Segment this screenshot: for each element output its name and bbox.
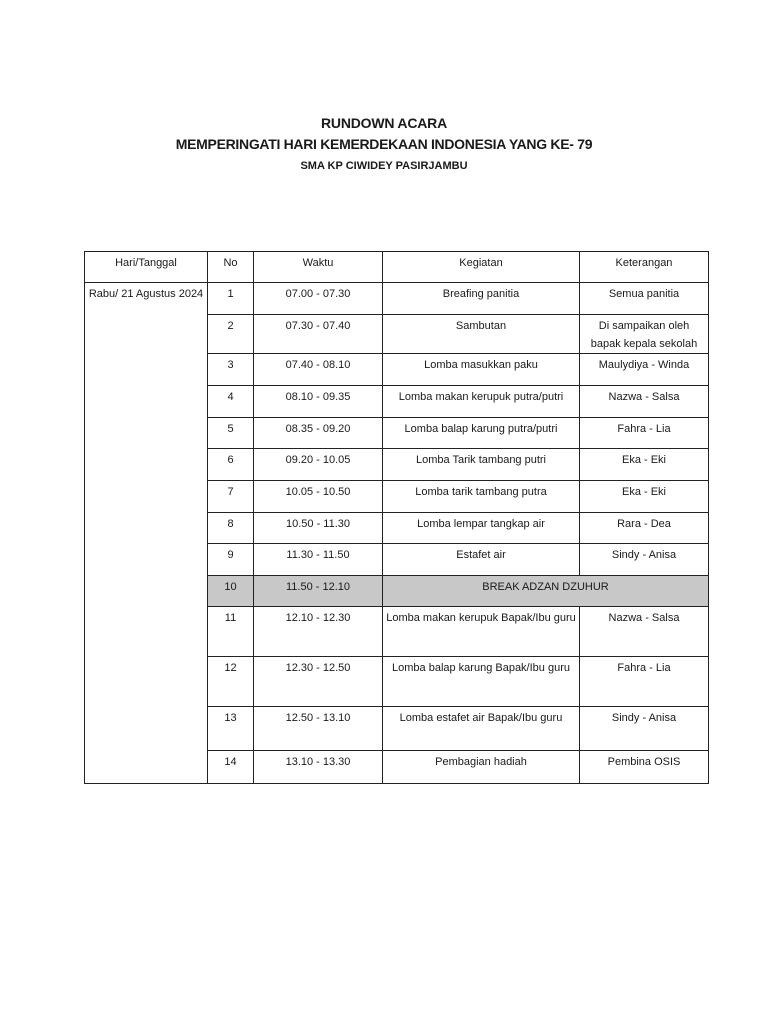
row-kegiatan: Lomba Tarik tambang putri	[383, 449, 580, 481]
row-kegiatan: Lomba makan kerupuk putra/putri	[383, 386, 580, 418]
row-no: 9	[208, 544, 254, 576]
row-keterangan: Nazwa - Salsa	[580, 607, 709, 657]
row-waktu: 07.00 - 07.30	[254, 283, 383, 315]
row-no: 3	[208, 354, 254, 386]
row-no: 2	[208, 315, 254, 354]
row-waktu: 10.50 - 11.30	[254, 513, 383, 544]
row-no: 6	[208, 449, 254, 481]
row-no: 7	[208, 481, 254, 513]
row-waktu: 07.30 - 07.40	[254, 315, 383, 354]
row-kegiatan: Lomba masukkan paku	[383, 354, 580, 386]
row-keterangan: Eka - Eki	[580, 449, 709, 481]
row-waktu: 07.40 - 08.10	[254, 354, 383, 386]
row-keterangan: Maulydiya - Winda	[580, 354, 709, 386]
rundown-table	[84, 251, 709, 784]
row-no: 12	[208, 657, 254, 707]
column-header-keterangan: Keterangan	[580, 252, 709, 283]
row-keterangan: Eka - Eki	[580, 481, 709, 513]
row-kegiatan: Lomba tarik tambang putra	[383, 481, 580, 513]
row-kegiatan: Lomba balap karung putra/putri	[383, 418, 580, 449]
row-no: 13	[208, 707, 254, 751]
column-header-kegiatan: Kegiatan	[383, 252, 580, 283]
row-kegiatan: Pembagian hadiah	[383, 751, 580, 784]
row-keterangan: Semua panitia	[580, 283, 709, 315]
day-date-cell: Rabu/ 21 Agustus 2024	[85, 283, 208, 784]
row-keterangan: Sindy - Anisa	[580, 544, 709, 576]
row-keterangan: Sindy - Anisa	[580, 707, 709, 751]
row-no: 8	[208, 513, 254, 544]
row-waktu: 11.30 - 11.50	[254, 544, 383, 576]
row-kegiatan: Estafet air	[383, 544, 580, 576]
row-waktu: 11.50 - 12.10	[254, 576, 383, 607]
row-waktu: 12.50 - 13.10	[254, 707, 383, 751]
row-keterangan: Nazwa - Salsa	[580, 386, 709, 418]
school-name: SMA KP CIWIDEY PASIRJAMBU	[300, 160, 468, 172]
row-kegiatan: Lomba lempar tangkap air	[383, 513, 580, 544]
row-waktu: 13.10 - 13.30	[254, 751, 383, 784]
break-label: BREAK ADZAN DZUHUR	[383, 576, 709, 607]
row-waktu: 09.20 - 10.05	[254, 449, 383, 481]
row-no: 14	[208, 751, 254, 784]
table-header-row	[85, 252, 709, 283]
row-no: 10	[208, 576, 254, 607]
row-waktu: 12.10 - 12.30	[254, 607, 383, 657]
column-header-waktu: Waktu	[254, 252, 383, 283]
row-no: 11	[208, 607, 254, 657]
row-keterangan: Rara - Dea	[580, 513, 709, 544]
row-kegiatan: Breafing panitia	[383, 283, 580, 315]
row-no: 1	[208, 283, 254, 315]
row-kegiatan: Sambutan	[383, 315, 580, 354]
document-header	[0, 113, 768, 176]
column-header-no: No	[208, 252, 254, 283]
row-no: 5	[208, 418, 254, 449]
document-subtitle: MEMPERINGATI HARI KEMERDEKAAN INDONESIA YANG KE- 79	[175, 136, 593, 152]
row-no: 4	[208, 386, 254, 418]
row-waktu: 10.05 - 10.50	[254, 481, 383, 513]
row-kegiatan: Lomba makan kerupuk Bapak/Ibu guru	[383, 607, 580, 657]
row-kegiatan: Lomba balap karung Bapak/Ibu guru	[383, 657, 580, 707]
column-header-hari-tanggal: Hari/Tanggal	[85, 252, 208, 283]
row-waktu: 08.35 - 09.20	[254, 418, 383, 449]
row-waktu: 12.30 - 12.50	[254, 657, 383, 707]
row-keterangan: Fahra - Lia	[580, 657, 709, 707]
table-row	[85, 283, 709, 315]
row-keterangan: Di sampaikan oleh bapak kepala sekolah	[580, 315, 709, 354]
row-kegiatan: Lomba estafet air Bapak/Ibu guru	[383, 707, 580, 751]
row-keterangan: Fahra - Lia	[580, 418, 709, 449]
document-title: RUNDOWN ACARA	[321, 115, 447, 131]
row-keterangan: Pembina OSIS	[580, 751, 709, 784]
row-waktu: 08.10 - 09.35	[254, 386, 383, 418]
